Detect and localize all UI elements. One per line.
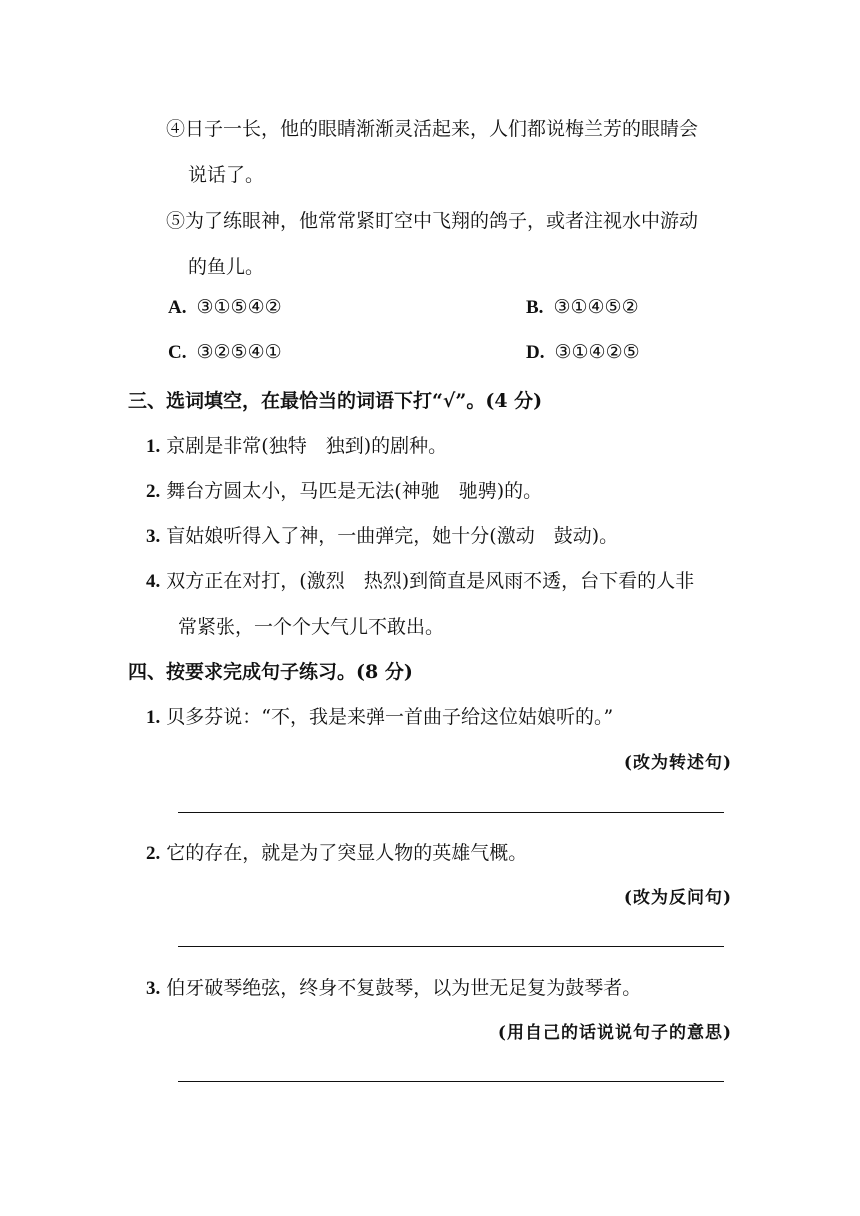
section-3-title: 三、选词填空，在最恰当的词语下打“√”。(4 分) [128,390,543,412]
item-text: 盲姑娘听得入了神，一曲弹完，她十分(激动 鼓动)。 [166,525,619,547]
item-text: 京剧是非常(独特 独到)的剧种。 [166,435,448,457]
section-4-title: 四、按要求完成句子练习。(8 分) [128,661,413,683]
reorder-item-5-line-2: 的鱼儿。 [188,256,265,278]
section-3-item-1 [146,431,447,458]
section-4-item-2 [146,838,527,865]
option-d[interactable] [526,341,640,364]
item-number: 1. [146,436,161,457]
section-3-item-4-line-2: 常紧张，一个个大气儿不敢出。 [178,616,445,638]
option-c-label: C. [168,342,187,363]
answer-line-3[interactable] [178,1081,724,1082]
item-text: 舞台方圆太小，马匹是无法(神驰 驰骋)的。 [166,480,543,502]
option-b-label: B. [526,297,544,318]
option-a-label: A. [168,297,187,318]
section-3-item-4 [146,566,694,593]
reorder-item-5-line-1: ⑤为了练眼神，他常常紧盯空中飞翔的鸽子，或者注视水中游动 [166,210,699,232]
item-number: 3. [146,978,161,999]
item-text: 它的存在，就是为了突显人物的英雄气概。 [166,842,528,864]
answer-line-1[interactable] [178,812,724,813]
section-3-item-3 [146,521,618,548]
option-a[interactable] [168,296,282,319]
option-b-text: ③①④⑤② [553,296,639,318]
section-3-item-2 [146,476,542,503]
requirement-2: (改为反问句) [623,888,732,908]
reorder-item-4-line-2: 说话了。 [188,164,265,186]
item-text: 伯牙破琴绝弦，终身不复鼓琴，以为世无足复为鼓琴者。 [166,977,642,999]
reorder-item-4-line-1: ④日子一长，他的眼睛渐渐灵活起来，人们都说梅兰芳的眼睛会 [166,118,699,140]
section-4-item-1 [146,702,613,729]
answer-line-2[interactable] [178,946,724,947]
requirement-3: (用自己的话说说句子的意思) [497,1023,732,1043]
option-c[interactable] [168,341,282,364]
item-text: 双方正在对打，(激烈 热烈)到简直是风雨不透，台下看的人非 [166,570,695,592]
section-4-item-3 [146,973,641,1000]
item-number: 3. [146,526,161,547]
item-number: 4. [146,571,161,592]
requirement-1: (改为转述句) [623,753,732,773]
item-text: 贝多芬说：“不，我是来弹一首曲子给这位姑娘听的。” [166,706,614,728]
item-number: 2. [146,843,161,864]
item-number: 1. [146,707,161,728]
option-d-label: D. [526,342,545,363]
option-b[interactable] [526,296,639,319]
item-number: 2. [146,481,161,502]
option-c-text: ③②⑤④① [196,341,282,363]
option-a-text: ③①⑤④② [196,296,282,318]
option-d-text: ③①④②⑤ [554,341,640,363]
